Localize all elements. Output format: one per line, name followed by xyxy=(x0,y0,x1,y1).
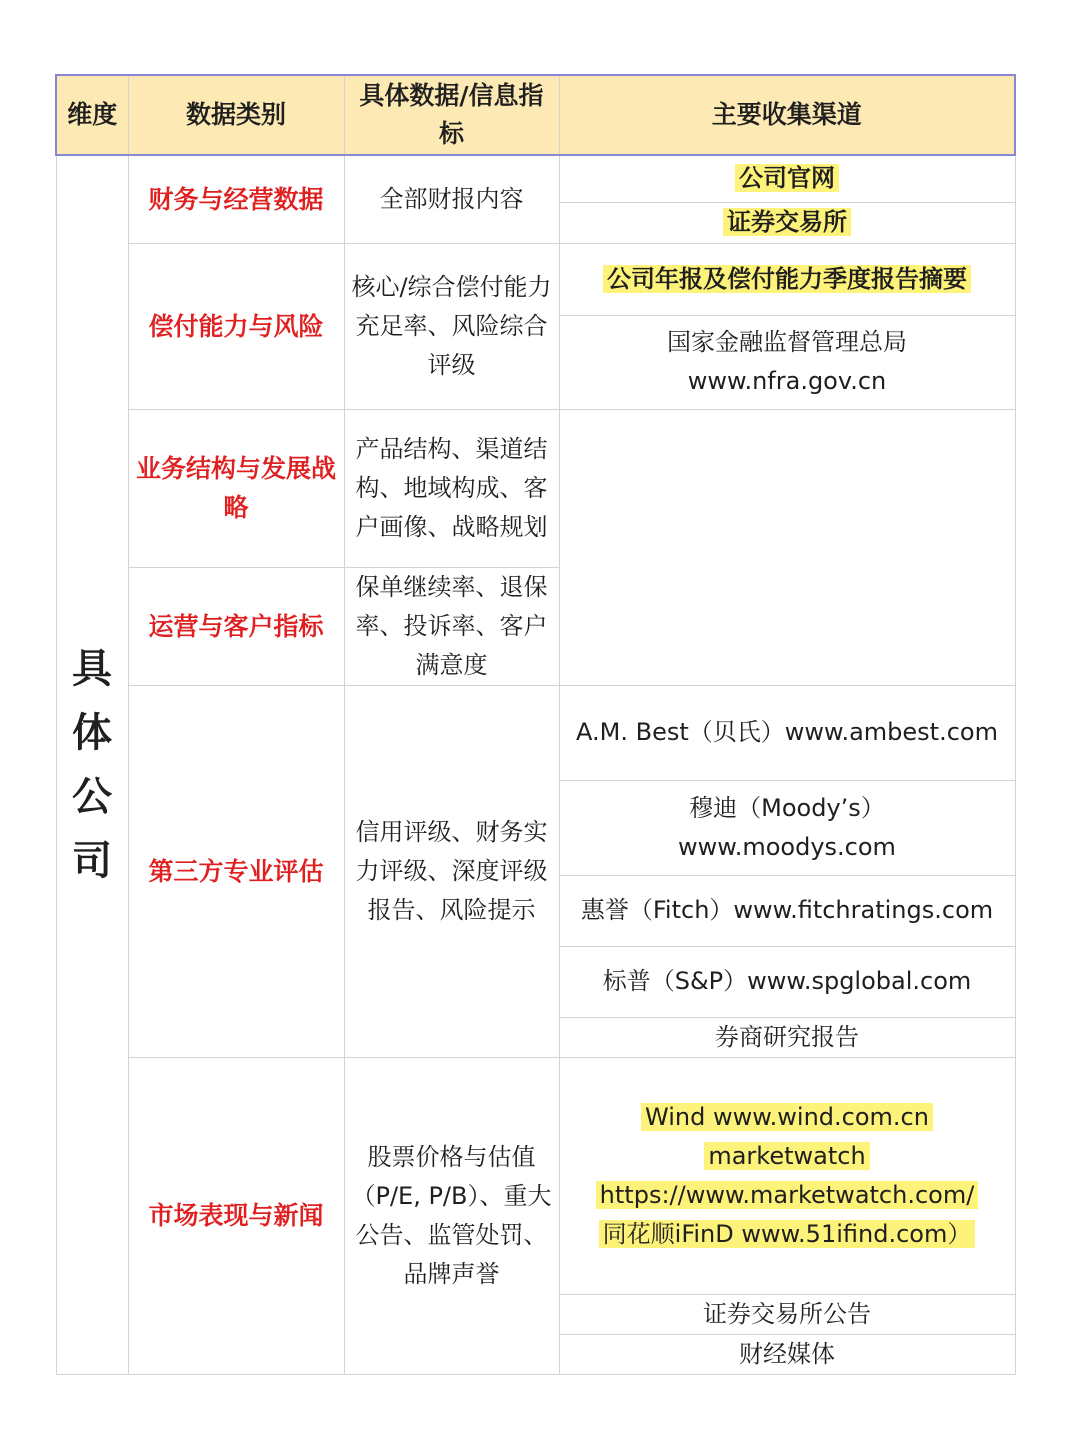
category-cell: 运营与客户指标 xyxy=(128,567,344,685)
channel-cell xyxy=(559,155,1015,202)
table-row xyxy=(56,155,1015,202)
channel-cell: 财经媒体 xyxy=(559,1334,1015,1374)
category-cell: 财务与经营数据 xyxy=(128,155,344,243)
channel-url: www.nfra.gov.cn xyxy=(687,367,887,395)
table-header-row xyxy=(56,75,1015,155)
indicator-cell: 保单继续率、退保率、投诉率、客户满意度 xyxy=(344,567,559,685)
channel-url: https://www.marketwatch.com/ xyxy=(596,1181,979,1209)
data-sources-table xyxy=(55,74,1016,1375)
header-dimension: 维度 xyxy=(56,75,128,155)
channel-cell xyxy=(559,780,1015,875)
dimension-cell: 具 体 公 司 xyxy=(56,155,128,1374)
channel-cell xyxy=(559,685,1015,780)
channel-text: 公司官网 xyxy=(735,164,839,192)
channel-cell xyxy=(559,946,1015,1017)
indicator-cell: 产品结构、渠道结构、地域构成、客户画像、战略规划 xyxy=(344,409,559,567)
indicator-cell: 核心/综合偿付能力充足率、风险综合评级 xyxy=(344,243,559,409)
channel-text: 标普（S&P）www.spglobal.com xyxy=(602,967,972,995)
channel-text: A.M. Best（贝氏）www.ambest.com xyxy=(576,718,998,746)
table-row xyxy=(56,409,1015,567)
channel-cell xyxy=(559,1057,1015,1294)
channel-text: 惠誉（Fitch）www.fitchratings.com xyxy=(580,896,994,924)
channel-cell xyxy=(559,875,1015,946)
channel-url: www.moodys.com xyxy=(678,832,896,861)
channel-cell xyxy=(559,202,1015,243)
category-cell: 市场表现与新闻 xyxy=(128,1057,344,1374)
category-cell: 第三方专业评估 xyxy=(128,685,344,1057)
table-row xyxy=(56,1057,1015,1294)
indicator-cell: 全部财报内容 xyxy=(344,155,559,243)
indicator-cell: 信用评级、财务实力评级、深度评级报告、风险提示 xyxy=(344,685,559,1057)
table-row xyxy=(56,243,1015,315)
channel-cell xyxy=(559,409,1015,685)
channel-text: 证券交易所 xyxy=(723,208,851,236)
category-cell: 偿付能力与风险 xyxy=(128,243,344,409)
category-cell: 业务结构与发展战略 xyxy=(128,409,344,567)
indicator-cell: 股票价格与估值（P/E, P/B）、重大公告、监管处罚、品牌声誉 xyxy=(344,1057,559,1374)
table-row xyxy=(56,685,1015,780)
channel-text: 公司年报及偿付能力季度报告摘要 xyxy=(603,265,971,293)
header-channel: 主要收集渠道 xyxy=(559,75,1015,155)
channel-cell: 券商研究报告 xyxy=(559,1017,1015,1057)
channel-text: 国家金融监督管理总局 xyxy=(667,328,907,356)
channel-cell: 证券交易所公告 xyxy=(559,1294,1015,1334)
header-indicator: 具体数据/信息指标 xyxy=(344,75,559,155)
channel-text: 穆迪（Moody’s） xyxy=(689,793,885,822)
header-category: 数据类别 xyxy=(128,75,344,155)
channel-text: marketwatch xyxy=(704,1142,869,1170)
channel-text: 同花顺iFinD www.51ifind.com） xyxy=(599,1220,976,1248)
channel-text: Wind www.wind.com.cn xyxy=(641,1103,933,1131)
channel-cell xyxy=(559,315,1015,409)
channel-cell xyxy=(559,243,1015,315)
